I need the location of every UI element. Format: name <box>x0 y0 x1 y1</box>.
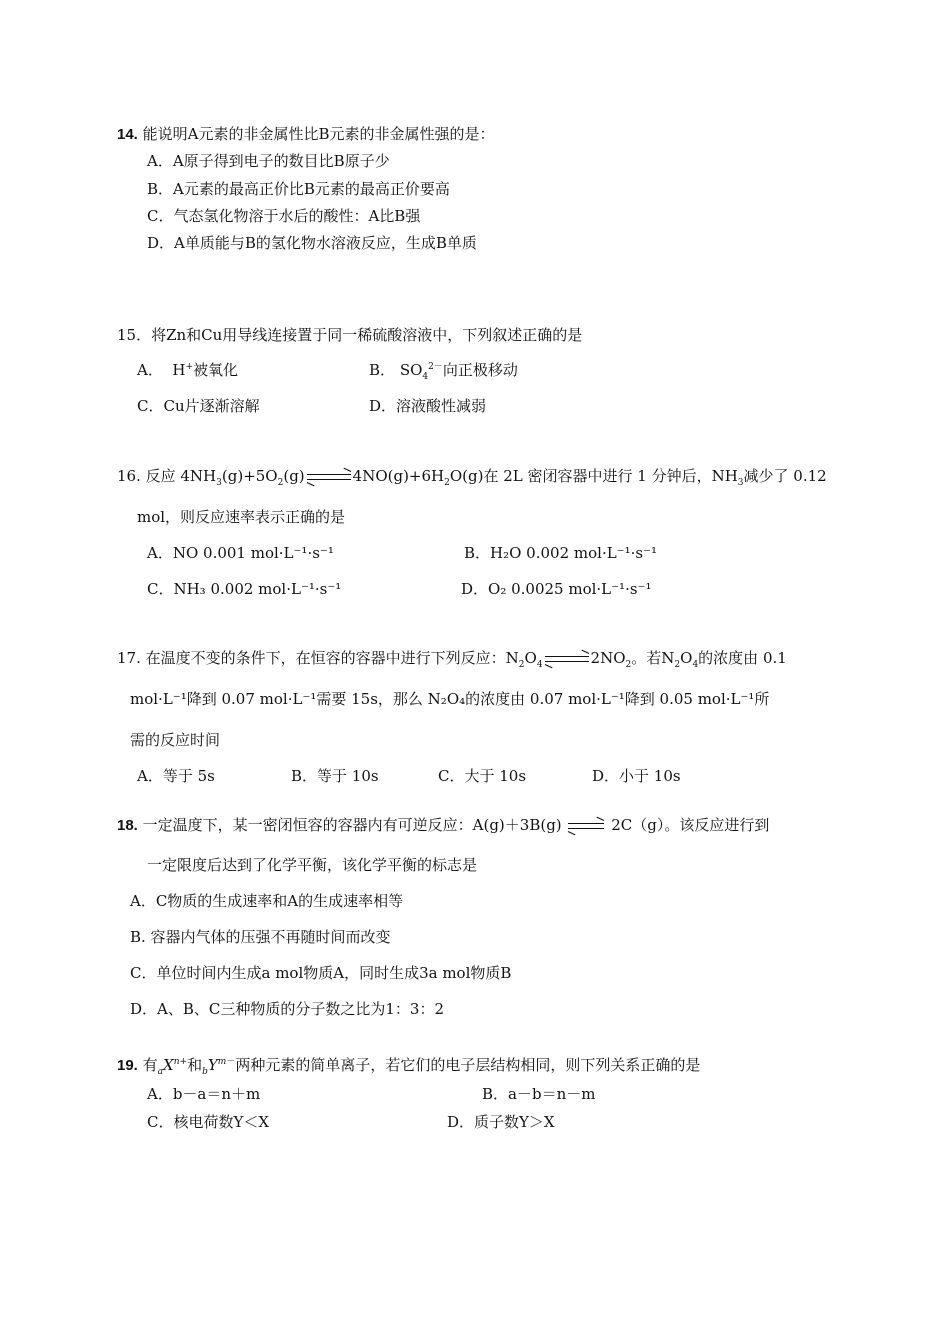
q16-stem-mid3: 4NO(g)+6H <box>352 467 445 485</box>
q17-stem-line2: mol·L⁻¹降到 0.07 mol·L⁻¹需要 15s，那么 N₂O₄的浓度由 0.07 mol·L⁻¹降到 0.05 mol·L⁻¹所 <box>130 690 770 708</box>
q19-option-a: A．b－a＝n＋m <box>147 1085 261 1103</box>
q16-option-b: B．H₂O 0.002 mol·L⁻¹·s⁻¹ <box>464 544 658 562</box>
q19-stem-b: 和 <box>187 1056 203 1074</box>
q19-option-b: B．a－b＝n－m <box>482 1085 596 1103</box>
q18-stem-a: 一定温度下，某一密闭恒容的容器内有可逆反应：A(g)＋3B(g) <box>142 816 562 834</box>
q16-stem-mid2: (g) <box>283 467 305 485</box>
equilibrium-arrow-icon <box>307 471 351 483</box>
q15-a-text: 被氧化 <box>193 361 239 379</box>
q14-option-a: A．A原子得到电子的数目比B原子少 <box>147 152 390 170</box>
q19-number: 19. <box>117 1057 138 1074</box>
q16-stem-head: 16. 反应 4NH <box>117 467 217 485</box>
q18-option-b: B. 容器内气体的压强不再随时间而改变 <box>130 928 391 946</box>
q14-text: 能说明A元素的非金属性比B元素的非金属性强的是： <box>142 125 495 143</box>
q18-stem-b: 2C（g）。该反应进行到 <box>611 816 770 834</box>
q18-option-c: C．单位时间内生成a mol物质A，同时生成3a mol物质B <box>130 964 512 982</box>
q15-option-b: B． $SO_4^{2-}$向正极移动 <box>369 361 518 382</box>
equilibrium-arrow-icon <box>545 653 589 665</box>
q14-option-c: C．气态氢化物溶于水后的酸性：A比B强 <box>147 207 421 225</box>
q19-stem-a: 有 <box>142 1056 158 1074</box>
q17-option-d: D．小于 10s <box>592 767 681 785</box>
q18-option-d: D．A、B、C三种物质的分子数之比为1：3：2 <box>130 1000 444 1018</box>
q16-option-a: A．NO 0.001 mol·L⁻¹·s⁻¹ <box>147 544 334 562</box>
q15-a-label: A． <box>137 361 163 379</box>
q15-b-text: 向正极移动 <box>442 361 518 379</box>
q15-b-ion: SO <box>399 361 423 379</box>
q17-option-b: B．等于 10s <box>291 767 379 785</box>
q17-stem-tail1: 。若N <box>631 649 675 667</box>
q17-stem-tail2: 的浓度由 0.1 <box>698 649 787 667</box>
q18-stem-line2: 一定限度后达到了化学平衡，该化学平衡的标志是 <box>147 856 478 874</box>
q16-option-c: C．NH₃ 0.002 mol·L⁻¹·s⁻¹ <box>147 580 342 598</box>
q19-option-d: D．质子数Y＞X <box>447 1113 555 1131</box>
q18-option-a: A．C物质的生成速率和A的生成速率相等 <box>130 892 404 910</box>
q17-option-c: C．大于 10s <box>438 767 527 785</box>
q15-stem: 15．将Zn和Cu用导线连接置于同一稀硫酸溶液中，下列叙述正确的是 <box>117 326 583 344</box>
q17-stem: 17. 在温度不变的条件下，在恒容的容器中进行下列反应：$N_2O_4$ $2NO_2$。若$N_2O_4$的浓度由 0.1 <box>117 649 787 670</box>
q14-stem <box>117 124 495 145</box>
q16-stem-line2: mol，则反应速率表示正确的是 <box>137 508 346 526</box>
q18-stem <box>117 815 769 836</box>
q16-option-d: D．O₂ 0.0025 mol·L⁻¹·s⁻¹ <box>461 580 652 598</box>
q16-stem-mid1: (g)+5O <box>221 467 278 485</box>
equilibrium-arrow-icon <box>568 820 604 832</box>
q18-number: 18. <box>117 817 138 834</box>
q17-stem-line3: 需的反应时间 <box>130 731 221 749</box>
q16-stem-tail: 减少了 0.12 <box>743 467 827 485</box>
q17-option-a: A．等于 5s <box>137 767 215 785</box>
q15-option-d: D．溶液酸性减弱 <box>369 397 487 415</box>
q15-option-a: A． H+被氧化 <box>137 361 239 379</box>
q17-stem-mid: 2NO <box>590 649 626 667</box>
q15-option-c: C．Cu片逐渐溶解 <box>137 397 260 415</box>
q17-stem-head: 17. 在温度不变的条件下，在恒容的容器中进行下列反应：N <box>117 649 519 667</box>
q19-stem: 19. 有$_aX^{n+}$和$_bY^{m-}$两种元素的简单离子，若它们的电子层结构相同，则下列关系正确的是 <box>117 1056 701 1077</box>
q15-a-ion: H <box>172 361 186 379</box>
q16-stem: 16. 反应 $4NH_3(g)+5O_2(g)$ $4NO(g)+6H_2O(g)$在 2L 密闭容器中进行 1 分钟后，$NH_3$减少了 0.12 <box>117 467 827 488</box>
q14-number: 14. <box>117 126 138 143</box>
q16-stem-mid4: O(g)在 2L 密闭容器中进行 1 分钟后，NH <box>449 467 738 485</box>
q14-option-d: D．A单质能与B的氢化物水溶液反应，生成B单质 <box>147 234 477 252</box>
q19-stem-c: 两种元素的简单离子，若它们的电子层结构相同，则下列关系正确的是 <box>235 1056 701 1074</box>
q15-b-label: B． <box>369 361 396 379</box>
q19-option-c: C．核电荷数Y＜X <box>147 1113 270 1131</box>
q14-option-b: B．A元素的最高正价比B元素的最高正价要高 <box>147 180 450 198</box>
